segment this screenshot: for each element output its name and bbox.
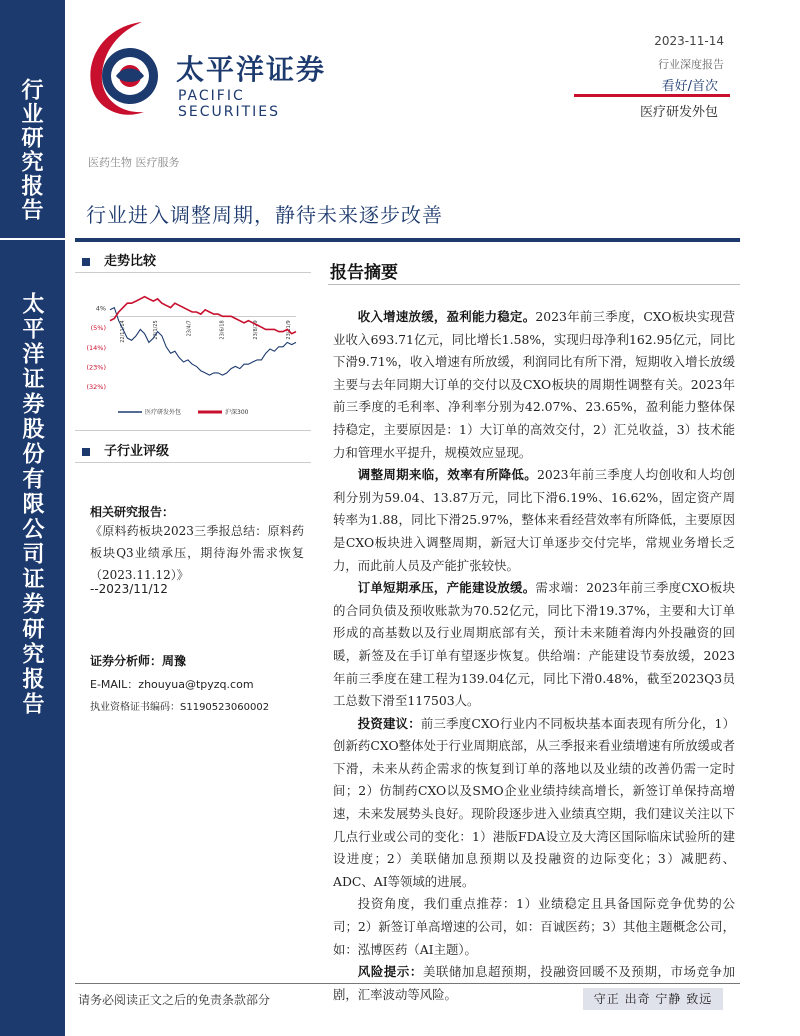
summary-paragraph: [333, 713, 735, 894]
x-tick-label: 22/11/14: [120, 320, 126, 343]
section-rule: [75, 430, 311, 431]
x-tick-label: 23/1/25: [153, 320, 160, 340]
section-rule: [75, 272, 311, 273]
y-tick-label: (32%): [86, 383, 106, 391]
title-rule: [75, 238, 740, 242]
x-tick-label: 23/11/9: [286, 320, 292, 340]
y-tick-label: (14%): [86, 343, 106, 352]
x-tick-label: 23/8/29: [252, 320, 259, 340]
footer-rule: [75, 983, 740, 984]
rating: 看好/首次: [661, 79, 718, 94]
x-tick-label: 23/4/7: [186, 320, 193, 337]
summary-paragraph: [333, 306, 735, 464]
analyst-cert: 执业资格证书编码：S1190523060002: [90, 702, 270, 713]
company-vertical: 太平洋证券股份有限公司证券研究报告: [19, 292, 45, 717]
paragraph-heading: 风险提示：: [357, 964, 423, 980]
rating-underline: [574, 94, 730, 97]
summary-paragraph: [333, 893, 735, 961]
report-category-vertical: 行业研究报告: [18, 78, 44, 222]
y-tick-label: (5%): [90, 324, 106, 333]
y-tick-label: (23%): [86, 363, 106, 372]
section-sub-rating-label: 子行业评级: [104, 444, 170, 459]
paragraph-heading: 收入增速放缓，盈利能力稳定。: [357, 309, 536, 324]
series-line: [110, 297, 296, 337]
paragraph-text: 美联储加息超预期，投融资回暖不及预期，市场竞争加剧，汇率波动等风险。: [333, 964, 736, 1002]
paragraph-text: 2023年前三季度，CXO板块实现营业收入693.71亿元，同比增长1.58%，实现归母净利162.95亿元，同比下滑9.71%，收入增速有所放缓，利润同比有所下滑，短期收入增长放缓主要与去年同期大订单的交付以及CXO板块的周期性调整有关。2023年前三季度的毛利率、净利率分别为42.07%、23.65%，盈利能力整体保持稳定，主要原因是：1）大订单的高效交付，2）汇兑收益，3）技术能力和管理水平提升，规模效应显现。: [333, 309, 735, 460]
analyst-name: 证券分析师：周豫: [90, 654, 187, 668]
legend-label: 沪深300: [225, 409, 249, 416]
section-rule: [75, 462, 311, 463]
disclaimer-note: 请务必阅读正文之后的免责条款部分: [78, 993, 271, 1007]
summary-body: [333, 306, 735, 1006]
sub-tags: 医药生物 医疗服务: [88, 156, 180, 169]
paragraph-heading: 调整周期来临，效率有所降低。: [357, 467, 538, 483]
paragraph-text: 前三季度CXO行业内不同板块基本面表现有所分化，1）创新药CXO整体处于行业周期底部，从三季报来看业绩增速有所放缓或者下滑，未来从药企需求的恢复到订单的落地以及业绩的改善仍需一定时间；2）仿制药CXO以及SMO企业业绩持续高增长，新签订单保持高增速，未来发展势头良好。现阶段逐步进入业绩真空期，我们建议关注以下几点行业或公司的变化：1）港版FDA设立及大湾区国际临床试验所的建设进度；2）美联储加息预期以及投融资的边际变化；3）减肥药、ADC、AI等领域的进展。: [333, 715, 736, 889]
page-title: 行业进入调整周期，静待未来逐步改善: [86, 203, 443, 227]
related-date: --2023/11/12: [90, 582, 168, 596]
logo-cn-text: 太平洋证券: [176, 53, 327, 86]
summary-paragraph: [333, 464, 735, 577]
section-trend: [82, 250, 156, 269]
trend-chart: [82, 280, 302, 430]
y-tick-label: 4%: [95, 304, 106, 313]
x-tick-label: 23/6/18: [219, 320, 226, 340]
analyst-email[interactable]: E-MAIL：zhouyua@tpyzq.com: [90, 678, 254, 691]
paragraph-text: 2023年前三季度人均创收和人均创利分别为59.04、13.87万元，同比下滑6.19%、16.62%，固定资产周转率为1.88，同比下滑25.97%，整体来看经营效率有所降低，主要原因是CXO板块进入调整周期，新冠大订单逐步交付完毕，常规业务增长乏力，而此前人员及产能扩张较快。: [333, 467, 735, 573]
pacific-securities-logo-icon: [82, 18, 174, 118]
summary-paragraph: [333, 577, 735, 713]
summary-title: 报告摘要: [330, 263, 398, 283]
summary-rule: [328, 284, 740, 285]
series-line: [110, 308, 296, 376]
paragraph-text: 需求端：2023年前三季度CXO板块的合同负债及预收账款为70.52亿元，同比下滑19.37%，主要和大订单形成的高基数以及行业周期底部有关，预计未来随着海内外投融资的回暖，新签及在手订单有望逐步恢复。供给端：产能建设节奏放缓，2023年前三季度在建工程为139.04亿元，同比下滑0.48%，截至2023Q3员工总数下滑至117503人。: [333, 580, 735, 709]
bullet-square-icon: [82, 448, 90, 456]
logo: [82, 18, 342, 118]
paragraph-text: 投资角度，我们重点推荐：1）业绩稳定且具备国际竞争优势的公司；2）新签订单高增速的公司，如：百诚医药；3）其他主题概念公司，如：泓博医药（AI主题）。: [333, 896, 735, 957]
bullet-square-icon: [82, 258, 90, 266]
paragraph-heading: 投资建议：: [357, 715, 421, 731]
sector: 医疗研发外包: [639, 105, 718, 120]
related-label: 相关研究报告：: [90, 505, 175, 519]
report-type: 行业深度报告: [658, 58, 724, 71]
related-report-link[interactable]: 《原料药板块2023三季报总结：原料药板块Q3业绩承压，期待海外需求恢复（2023.11.12）》: [90, 524, 304, 582]
legend-label: 医疗研发外包: [145, 409, 182, 416]
report-date: 2023-11-14: [654, 34, 724, 48]
company-motto: 守正 出奇 宁静 致远: [583, 988, 723, 1010]
paragraph-heading: 订单短期承压，产能建设放缓。: [357, 580, 536, 596]
section-sub-rating: [82, 440, 169, 459]
section-trend-label: 走势比较: [104, 254, 157, 269]
logo-en-text: PACIFIC SECURITIES: [178, 88, 281, 120]
